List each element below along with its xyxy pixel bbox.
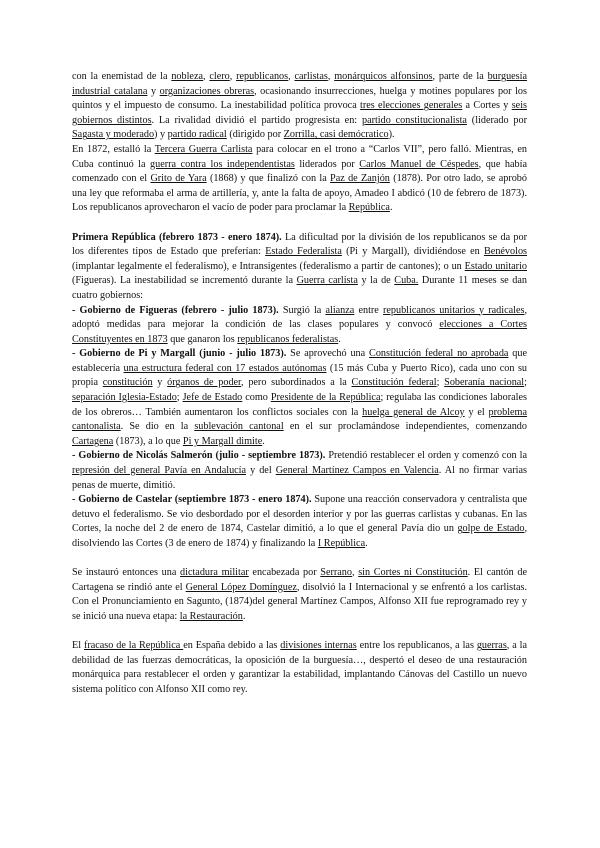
paragraph-spacer [72, 216, 527, 231]
text-run: encabezada por [248, 567, 321, 579]
underlined-link[interactable]: problema cantonalista [72, 406, 527, 433]
underlined-link[interactable]: sin Cortes ni Constitución [358, 567, 468, 579]
underlined-link[interactable]: guerras [476, 640, 507, 652]
underlined-link[interactable]: guerra contra los independentistas [150, 158, 295, 170]
underlined-link[interactable]: Estado unitario [464, 260, 527, 272]
underlined-link[interactable]: seis gobiernos distintos [72, 100, 527, 126]
text-run: y [147, 85, 160, 97]
underlined-link[interactable]: republicanos federalistas [237, 333, 339, 345]
text-run: ; regulaba las condiciones laborales de los obreros… También aumentaron los conflictos sociales con la [72, 392, 527, 418]
underlined-link[interactable]: una estructura federal con 17 estados autónomas [123, 362, 327, 374]
underlined-link[interactable]: Grito de Yara [150, 173, 207, 185]
text-run: (1878). Por otro lado, se aprobó una ley que reformaba el arma de artillería, y, ante la falta de apoyo, Amadeo I abdicó (10 de febrero de 1873). Los republicanos aprovecharon el vacío de poder para proclamar la [72, 173, 527, 214]
underlined-link[interactable]: tres elecciones generales [360, 100, 463, 112]
document-page [72, 70, 527, 698]
text-run: liderados por [294, 158, 360, 170]
text-run: , [351, 567, 359, 579]
underlined-link[interactable]: órganos de poder [167, 377, 242, 389]
underlined-link[interactable]: Soberanía nacional [444, 377, 525, 389]
text-run: que ganaron los [167, 333, 238, 345]
text-run: ) y [154, 129, 168, 141]
text-run: ; [436, 377, 445, 389]
text-run: en España debido a las [183, 640, 281, 652]
text-run: (liderado por [466, 114, 527, 126]
underlined-link[interactable]: Pi y Margall dimite [182, 435, 263, 447]
underlined-link[interactable]: I República [317, 538, 366, 549]
text-run: , [203, 71, 210, 82]
underlined-link[interactable]: fracaso de la República [83, 640, 184, 652]
underlined-link[interactable]: dictadura militar [180, 567, 249, 579]
text-run: en el sur proclamándose independientes, comenzando [283, 421, 527, 433]
text-run: . [389, 202, 393, 214]
underlined-link[interactable]: nobleza [171, 71, 203, 82]
text-run: (15 más Cuba y Puerto Rico), cada uno con su propia [72, 362, 528, 389]
paragraph [72, 639, 527, 697]
underlined-link[interactable]: partido radical [167, 129, 227, 141]
underlined-link[interactable]: republicanos [236, 71, 289, 82]
paragraph [72, 493, 527, 551]
paragraph [72, 449, 527, 493]
underlined-link[interactable]: partido constitucionalista [361, 114, 467, 126]
underlined-link[interactable]: Jefe de Estado [182, 392, 243, 404]
text-run: ; [524, 377, 527, 389]
text-run: (1873), a lo que [113, 435, 183, 447]
text-run: (Pi y Margall), dividiéndose en [341, 246, 484, 258]
underlined-link[interactable]: Constitución federal no aprobada [369, 348, 509, 360]
text-run: que establecería [72, 348, 527, 374]
text-run: y [152, 377, 168, 389]
text-run: , parte de la [432, 71, 488, 82]
underlined-link[interactable]: Estado Federalista [265, 246, 342, 258]
text-run: (1868) y que finalizó con la [206, 173, 331, 185]
text-run: Durante 11 meses se dan cuatro gobiernos: [72, 275, 528, 301]
text-run: Supone una reacción conservadora y centralista que detuvo el federalismo. Se vio desbordado por el desorden interior y por las guerras carlistas y cubanas. En las Cortes, la noche del 2 de enero de 1874, Castelar dimitió, a lo que el general Pavía dio un [72, 494, 527, 535]
text-run: Se aprovechó una [286, 348, 370, 360]
underlined-link[interactable]: republicanos unitarios y radicales [382, 304, 525, 316]
text-run: , ocasionando insurrecciones, huelga y motines populares por los quintos y el impuesto de consumo. La inestabilidad política provoca [72, 85, 527, 112]
text-run: , a la debilidad de las fuerzas democráticas, la oposición de la burguesía…, despertó el deseo de una restauración monárquica para restablecer el orden y garantizar la estabilidad, implantando Cánovas del Castillo un nuevo sistema político con Alfonso XII como rey. [72, 640, 528, 695]
text-run: La dificultad por la división de los republicanos se da por los diferentes tipos de Estado que preferían: [72, 231, 527, 258]
text-run: Surgió la [278, 304, 326, 316]
underlined-link[interactable]: clero [209, 71, 230, 82]
text-run: entre [354, 304, 383, 316]
text-run: . La rivalidad dividió el partido progresista en: [151, 114, 362, 126]
underlined-link[interactable]: la Restauración [179, 610, 243, 622]
text-run: y el [464, 406, 489, 418]
section-heading: - Gobierno de Figueras (febrero - julio 1873). [72, 304, 279, 316]
paragraph-spacer [72, 552, 527, 567]
text-run: para colocar en el trono a “Carlos VII”, pero falló. Mientras, en Cuba continuó la [72, 143, 527, 170]
text-run: , disolvió la I Internacional y se enfrentó a los carlistas. Con el Pronunciamiento en Sagunto, (1874)del general Martínez Campos, Alfonso XII fue reprogramado rey y se inició una nueva etapa: [72, 581, 527, 622]
underlined-link[interactable]: Guerra carlista [296, 275, 358, 287]
underlined-link[interactable]: Sagasta y moderado [72, 129, 155, 141]
text-run: En 1872, estalló la [72, 143, 155, 155]
underlined-link[interactable]: Cartagena [72, 435, 114, 447]
text-run: , pero subordinados a la [241, 377, 352, 389]
section-heading: - Gobierno de Castelar (septiembre 1873 - enero 1874). [72, 494, 312, 506]
underlined-link[interactable]: golpe de Estado [457, 523, 525, 535]
underlined-link[interactable]: elecciones a Cortes Constituyentes en 1873 [72, 319, 527, 345]
text-run: El [72, 640, 84, 652]
underlined-link[interactable]: General Martínez Campos en Valencia [275, 465, 439, 477]
text-run: , [288, 71, 295, 82]
underlined-link[interactable]: alianza [325, 304, 355, 316]
text-run: . Se dio en la [120, 421, 195, 433]
paragraph [72, 347, 527, 449]
underlined-link[interactable]: separación Iglesia-Estado [72, 392, 177, 404]
text-run: . [338, 333, 341, 345]
underlined-link[interactable]: Carlos Manuel de Céspedes [359, 158, 479, 170]
underlined-link[interactable]: Presidente de la República [270, 392, 381, 404]
text-run: . El cantón de Cartagena se rindió ante el [72, 567, 528, 593]
underlined-link[interactable]: Serrano [320, 567, 352, 579]
underlined-link[interactable]: Benévolos [484, 246, 528, 258]
text-run: como [242, 392, 271, 404]
underlined-link[interactable]: represión del general Pavía en Andalucía [72, 465, 247, 477]
paragraph-spacer [72, 625, 527, 640]
text-run: (Figueras). La inestabilidad se incrementó durante la [72, 275, 297, 287]
section-heading: - Gobierno de Nicolás Salmerón (julio - septiembre 1873). [72, 450, 326, 462]
text-run: ). [388, 129, 395, 141]
text-run: . [242, 610, 246, 622]
text-run: . [365, 538, 368, 549]
text-run: y del [246, 465, 276, 477]
underlined-link[interactable]: Tercera Guerra Carlista [154, 143, 253, 155]
text-run: , disolviendo las Cortes (3 de enero de 1874) y finalizando la [72, 523, 527, 549]
text-run: . Al no firmar varias penas de muerte, dimitió. [72, 465, 527, 491]
text-run: . [262, 435, 265, 447]
underlined-link[interactable]: constitución [102, 377, 153, 389]
section-heading: - Gobierno de Pi y Margall (junio - julio 1873). [72, 348, 287, 360]
paragraph [72, 231, 527, 304]
text-run: , [327, 71, 335, 82]
text-run: , que había comenzado con el [72, 158, 527, 185]
underlined-link[interactable]: organizaciones obreras [159, 85, 255, 97]
underlined-link[interactable]: Paz de Zanjón [330, 173, 390, 185]
section-heading: Primera República (febrero 1873 - enero 1874). [72, 231, 282, 243]
underlined-link[interactable]: General López Domínguez [185, 581, 297, 593]
text-run: a Cortes y [462, 100, 512, 112]
text-run: con la enemistad de la [72, 71, 172, 82]
underlined-link[interactable]: Constitución federal [351, 377, 437, 389]
underlined-link[interactable]: sublevación cantonal [194, 421, 284, 433]
paragraph [72, 304, 527, 348]
text-run: ; [176, 392, 183, 404]
text-run: Se instauró entonces una [72, 567, 181, 579]
paragraph [72, 566, 527, 624]
underlined-link[interactable]: monárquicos alfonsinos [334, 71, 433, 82]
text-run: , adoptó medidas para mejorar la condición de las clases populares y convocó [72, 304, 527, 331]
text-run: , [229, 71, 237, 82]
underlined-link[interactable]: Cuba. [394, 275, 419, 287]
text-run: Pretendió restablecer el orden y comenzó con la [325, 450, 527, 462]
text-run: entre los republicanos, a las [356, 640, 477, 652]
text-run: (implantar legalmente el federalismo), e Intransigentes (federalismo a partir de cantones); o un [72, 260, 465, 272]
underlined-link[interactable]: República [348, 202, 390, 214]
underlined-link[interactable]: divisiones internas [280, 640, 357, 652]
paragraph [72, 70, 527, 143]
underlined-link[interactable]: Zorrilla, casi demócratico [283, 129, 389, 141]
underlined-link[interactable]: burguesía industrial catalana [72, 71, 527, 97]
text-run: y la de [357, 275, 395, 287]
paragraph [72, 143, 527, 216]
text-run: (dirigido por [226, 129, 284, 141]
underlined-link[interactable]: huelga general de Alcoy [362, 406, 465, 418]
underlined-link[interactable]: carlistas [294, 71, 328, 82]
